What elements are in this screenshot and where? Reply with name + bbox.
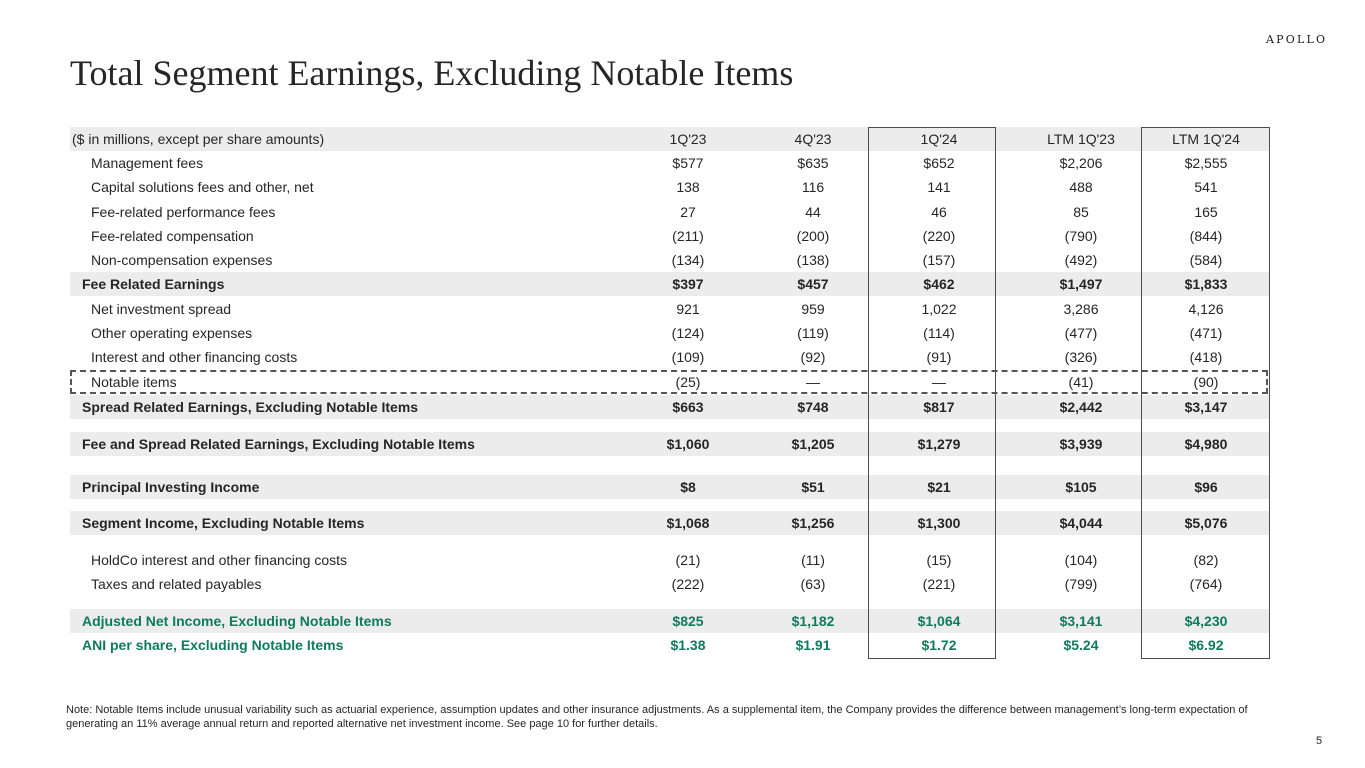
cell: (477) xyxy=(1064,325,1098,341)
cell: (418) xyxy=(1189,349,1223,365)
row-label: Capital solutions fees and other, net xyxy=(91,179,314,195)
cell: $5.24 xyxy=(1063,637,1099,653)
cell: (790) xyxy=(1064,228,1098,244)
cell: 488 xyxy=(1069,179,1093,195)
cell: — xyxy=(932,374,946,390)
cell: (11) xyxy=(801,552,825,568)
cell: $457 xyxy=(797,276,829,292)
row-label: Non-compensation expenses xyxy=(91,252,273,268)
cell: 541 xyxy=(1194,179,1218,195)
cell: $817 xyxy=(923,399,955,415)
cell: (134) xyxy=(671,252,705,268)
row-label: Spread Related Earnings, Excluding Notable Items xyxy=(82,399,419,415)
cell: (844) xyxy=(1189,228,1223,244)
cell: 959 xyxy=(801,301,825,317)
cell: 116 xyxy=(801,179,825,195)
cell: (91) xyxy=(926,349,952,365)
cell: 44 xyxy=(805,204,821,220)
cell: $1,279 xyxy=(917,436,961,452)
row-label: Principal Investing Income xyxy=(82,479,260,495)
cell: 165 xyxy=(1194,204,1218,220)
row-label: Other operating expenses xyxy=(91,325,253,341)
row-label: Management fees xyxy=(91,155,204,171)
ani-per-share-row xyxy=(70,633,1269,657)
cell: (82) xyxy=(1193,552,1219,568)
cell: $1,497 xyxy=(1059,276,1103,292)
cell: $1.72 xyxy=(921,637,957,653)
cell: (63) xyxy=(800,576,826,592)
cell: (138) xyxy=(796,252,830,268)
cell: $1,833 xyxy=(1184,276,1228,292)
cell: $635 xyxy=(797,155,829,171)
cell: (764) xyxy=(1189,576,1223,592)
cell: (41) xyxy=(1068,374,1094,390)
column-header: LTM 1Q'23 xyxy=(1047,131,1115,147)
row-label: HoldCo interest and other financing costs xyxy=(91,552,348,568)
cell: $1,064 xyxy=(917,613,961,629)
cell: $1.38 xyxy=(670,637,706,653)
cell: (220) xyxy=(922,228,956,244)
cell: $6.92 xyxy=(1188,637,1224,653)
cell: 1,022 xyxy=(921,301,957,317)
cell: $3,147 xyxy=(1184,399,1228,415)
cell: (15) xyxy=(926,552,952,568)
cell: (222) xyxy=(671,576,705,592)
cell: $21 xyxy=(927,479,951,495)
row-label: Segment Income, Excluding Notable Items xyxy=(82,515,365,531)
cell: (104) xyxy=(1064,552,1098,568)
unit-label: ($ in millions, except per share amounts) xyxy=(72,131,325,147)
row-label: Fee Related Earnings xyxy=(82,276,225,292)
subtotal-row xyxy=(70,511,1269,535)
table-row xyxy=(70,248,1269,272)
cell: $748 xyxy=(797,399,829,415)
cell: $1,256 xyxy=(791,515,835,531)
cell: $1,300 xyxy=(917,515,961,531)
row-label: Taxes and related payables xyxy=(91,576,262,592)
cell: — xyxy=(806,374,820,390)
cell: $3,939 xyxy=(1059,436,1103,452)
subtotal-row xyxy=(70,395,1269,419)
table-row xyxy=(70,572,1269,596)
cell: (211) xyxy=(672,228,704,244)
cell: (326) xyxy=(1064,349,1098,365)
cell: $2,206 xyxy=(1059,155,1103,171)
cell: (584) xyxy=(1189,252,1223,268)
table-header-row xyxy=(70,127,1269,151)
cell: $825 xyxy=(672,613,704,629)
cell: 141 xyxy=(927,179,951,195)
cell: (119) xyxy=(797,325,829,341)
cell: (471) xyxy=(1189,325,1223,341)
cell: (124) xyxy=(671,325,705,341)
cell: $577 xyxy=(672,155,704,171)
cell: $663 xyxy=(672,399,704,415)
table-row xyxy=(70,548,1269,572)
cell: $2,555 xyxy=(1184,155,1228,171)
cell: $1,060 xyxy=(666,436,710,452)
cell: 46 xyxy=(931,204,947,220)
cell: (21) xyxy=(675,552,701,568)
apollo-logo: APOLLO xyxy=(1266,33,1328,46)
adjusted-net-income-row xyxy=(70,609,1269,633)
cell: $652 xyxy=(923,155,955,171)
column-header: 4Q'23 xyxy=(794,131,832,147)
cell: (799) xyxy=(1064,576,1098,592)
cell: (25) xyxy=(675,374,701,390)
cell: (157) xyxy=(922,252,956,268)
table-row xyxy=(70,345,1269,369)
cell: (492) xyxy=(1064,252,1098,268)
cell: (114) xyxy=(923,325,955,341)
table-row xyxy=(70,321,1269,345)
cell: $2,442 xyxy=(1059,399,1103,415)
cell: (221) xyxy=(922,576,956,592)
table-row xyxy=(70,175,1269,199)
cell: $1.91 xyxy=(795,637,831,653)
cell: $4,044 xyxy=(1059,515,1103,531)
cell: $96 xyxy=(1194,479,1218,495)
cell: 4,126 xyxy=(1188,301,1224,317)
cell: $4,230 xyxy=(1184,613,1228,629)
cell: 3,286 xyxy=(1063,301,1099,317)
cell: 27 xyxy=(680,204,696,220)
cell: 138 xyxy=(676,179,700,195)
subtotal-row xyxy=(70,475,1269,499)
row-label: ANI per share, Excluding Notable Items xyxy=(82,637,344,653)
table-row xyxy=(70,151,1269,175)
column-header: 1Q'23 xyxy=(669,131,707,147)
cell: $1,182 xyxy=(791,613,835,629)
cell: (92) xyxy=(800,349,826,365)
cell: $1,205 xyxy=(791,436,835,452)
cell: $105 xyxy=(1065,479,1097,495)
row-label: Adjusted Net Income, Excluding Notable Items xyxy=(82,613,392,629)
page-title: Total Segment Earnings, Excluding Notable Items xyxy=(70,53,794,93)
notable-items-row xyxy=(70,370,1269,394)
footnote: Note: Notable Items include unusual variability such as actuarial experience, assumption updates and other insurance adjustments. As a supplemental item, the Company provides the difference between management’s long-term expectation of generating an 11% average annual return and reported alternative net investment income. See page 10 for further details. xyxy=(66,704,1248,730)
cell: $462 xyxy=(923,276,955,292)
row-label: Notable items xyxy=(91,374,177,390)
cell: $3,141 xyxy=(1059,613,1103,629)
row-label: Interest and other financing costs xyxy=(91,349,298,365)
cell: $51 xyxy=(801,479,825,495)
table-row xyxy=(70,224,1269,248)
row-label: Fee-related performance fees xyxy=(91,204,276,220)
page-number: 5 xyxy=(1316,735,1323,747)
table-row xyxy=(70,297,1269,321)
table-row xyxy=(70,200,1269,224)
cell: $4,980 xyxy=(1184,436,1228,452)
row-label: Net investment spread xyxy=(91,301,232,317)
column-header: 1Q'24 xyxy=(920,131,958,147)
subtotal-row xyxy=(70,272,1269,296)
cell: 85 xyxy=(1073,204,1089,220)
column-header: LTM 1Q'24 xyxy=(1172,131,1240,147)
row-label: Fee-related compensation xyxy=(91,228,254,244)
cell: $8 xyxy=(680,479,696,495)
cell: $5,076 xyxy=(1184,515,1228,531)
cell: 921 xyxy=(676,301,700,317)
row-label: Fee and Spread Related Earnings, Excluding Notable Items xyxy=(82,436,475,452)
cell: (90) xyxy=(1193,374,1219,390)
cell: (200) xyxy=(796,228,830,244)
subtotal-row xyxy=(70,432,1269,456)
cell: $397 xyxy=(672,276,704,292)
cell: (109) xyxy=(671,349,705,365)
cell: $1,068 xyxy=(666,515,710,531)
